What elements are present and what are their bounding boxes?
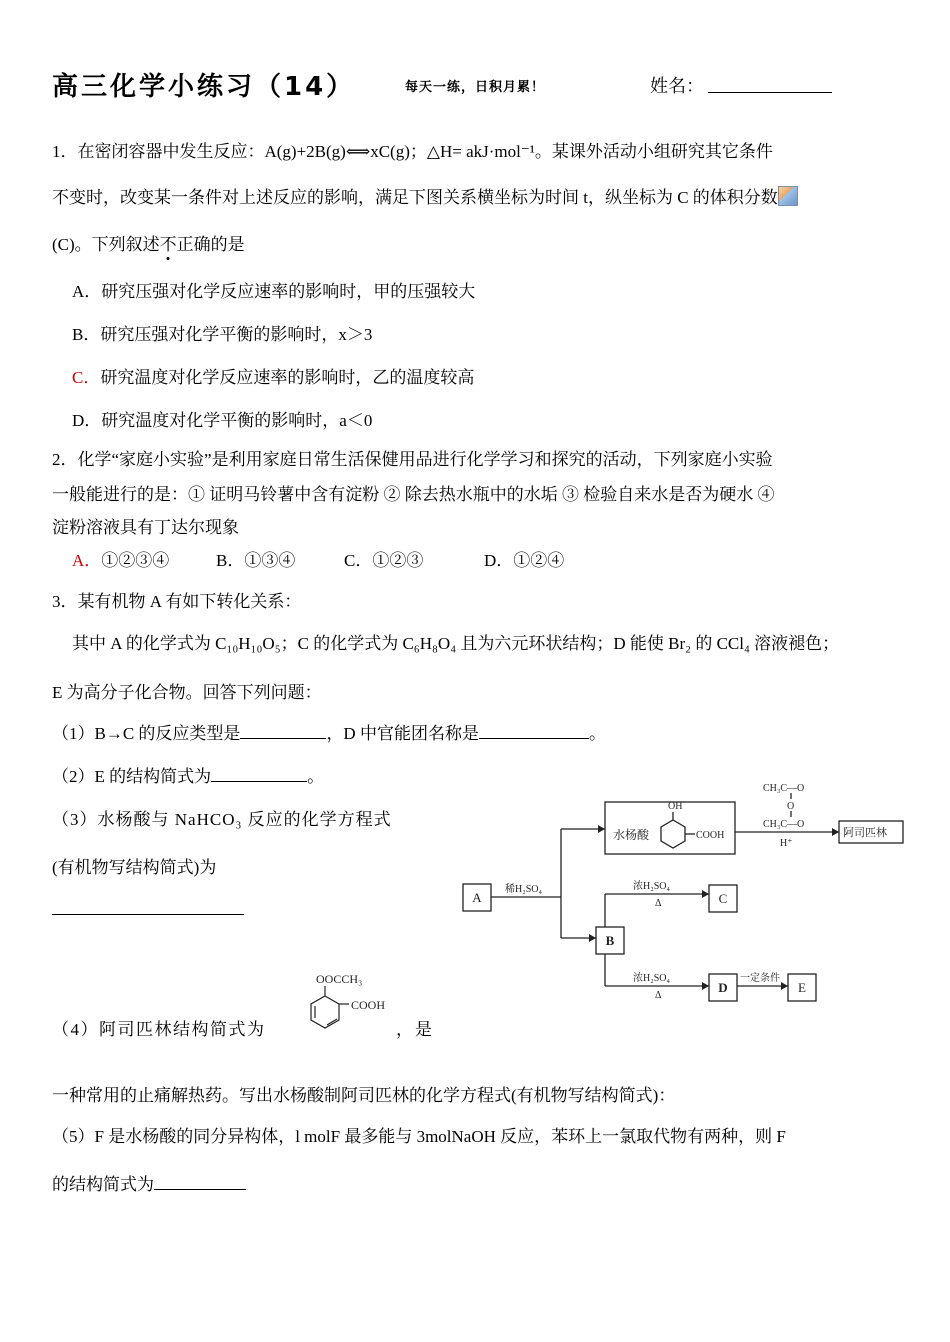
salicylic-acid-label: 水杨酸 [613,828,650,842]
condition-label: 一定条件 [740,973,780,984]
answer-marker: A． [72,551,102,570]
q3-part4-suffix: ，是 [396,1020,434,1039]
reaction-scheme [455,775,915,1015]
answer-blank[interactable] [211,765,307,782]
answer-blank[interactable] [52,898,244,915]
anhydride-top-label: CH₃C—O [763,783,805,794]
q3-part3-line2: (有机物写结构简式)为 [52,858,217,877]
q1-option-c[interactable]: C．研究温度对化学反应速率的影响时，乙的温度较高 [72,368,475,387]
ester-group-label: OOCCH₃ [316,972,363,986]
oh-label: OH [668,801,683,812]
q3-part5-line1: （5）F 是水杨酸的同分异构体，l molF 最多能与 3molNaOH 反应，苯环上一氯取代物有两种，则 F [52,1127,786,1146]
broken-image-icon [778,186,798,206]
q1-line1: 1．在密闭容器中发生反应：A(g)+2B(g)⟺xC(g)；△H= akJ·mol⁻¹。某课外活动小组研究其它条件 [52,142,773,161]
page-title: 高三化学小练习（14） [52,72,356,102]
q3-part5-line2: 的结构简式为 [52,1170,246,1195]
q3-part4-line1: （4）阿司匹林结构简式为 [52,1020,266,1039]
name-label: 姓名： [650,76,704,96]
q3-part3-line1: （3）水杨酸与 NaHCO₃ 反应的化学方程式 [52,810,392,829]
aspirin-structure [305,968,397,1036]
answer-blank[interactable] [479,722,589,739]
answer-blank[interactable] [240,722,326,739]
q2-line2: 一般能进行的是：① 证明马铃薯中含有淀粉 ② 除去热水瓶中的水垢 ③ 检验自来水是否为硬水 ④ [52,485,775,504]
anhydride-o-label: O [787,801,795,812]
q1-option-d[interactable]: D．研究温度对化学平衡的影响时，a＜0 [72,411,373,430]
answer-blank[interactable] [154,1173,246,1190]
q3-line1: 3．某有机物 A 有如下转化关系： [52,592,302,611]
q3-part4-line2: 一种常用的止痛解热药。写出水杨酸制阿司匹林的化学方程式(有机物写结构简式)： [52,1086,676,1105]
q3-part1: （1）B→C 的反应类型是 ，D 中官能团名称是 。 [52,724,606,743]
q1-line3: (C)。下列叙述不正确的是 [52,235,245,254]
label-d: D [718,980,728,995]
q2-line1: 2．化学“家庭小实验”是利用家庭日常生活保健用品进行化学学习和探究的活动，下列家庭小实验 [52,450,773,469]
q2-option-b[interactable]: B．①③④ [216,551,296,570]
q1-line2: 不变时，改变某一条件对上述反应的影响，满足下图关系横坐标为时间 t，纵坐标为 C 的体积分数 [52,183,798,208]
q2-option-a[interactable]: A．①②③④ [72,551,170,570]
label-b: B [605,933,615,948]
q2-option-c[interactable]: C．①②③ [344,551,424,570]
conc-acid-top-label: 浓H₂SO₄ [633,881,670,892]
cooh-label: COOH [696,830,725,841]
q2-option-d[interactable]: D．①②④ [484,551,565,570]
label-e: E [798,980,806,995]
motto: 每天一练，日积月累！ [405,80,546,95]
anhydride-bottom-label: CH₃C—O [763,819,805,830]
answer-marker: C． [72,368,101,387]
heat-bottom-label: Δ [655,990,662,1001]
q3-part2: （2）E 的结构简式为 。 [52,767,325,786]
aspirin-label: 阿司匹林 [843,827,887,839]
name-field[interactable] [708,76,832,93]
heat-top-label: Δ [655,898,662,909]
dilute-acid-label: 稀H₂SO₄ [505,884,542,895]
label-c: C [718,891,728,906]
benzene-ring [661,820,685,848]
label-a: A [472,890,482,905]
q3-line2: 其中 A 的化学式为 C₁₀H₁₀O₅；C 的化学式为 C₆H₈O₄ 且为六元环状结构；D 能使 Br₂ 的 CCl₄ 溶液褪色； [72,634,840,653]
conc-acid-bottom-label: 浓H₂SO₄ [633,973,670,984]
emphasis-dot: 不 [159,235,177,254]
q1-option-b[interactable]: B．研究压强对化学平衡的影响时，x＞3 [72,325,373,344]
q1-option-a[interactable]: A．研究压强对化学反应速率的影响时，甲的压强较大 [72,282,476,301]
q3-line3: E 为高分子化合物。回答下列问题： [52,683,322,702]
q2-line3: 淀粉溶液具有丁达尔现象 [52,518,239,537]
catalyst-label: H⁺ [780,838,793,849]
acid-group-label: COOH [351,998,386,1012]
